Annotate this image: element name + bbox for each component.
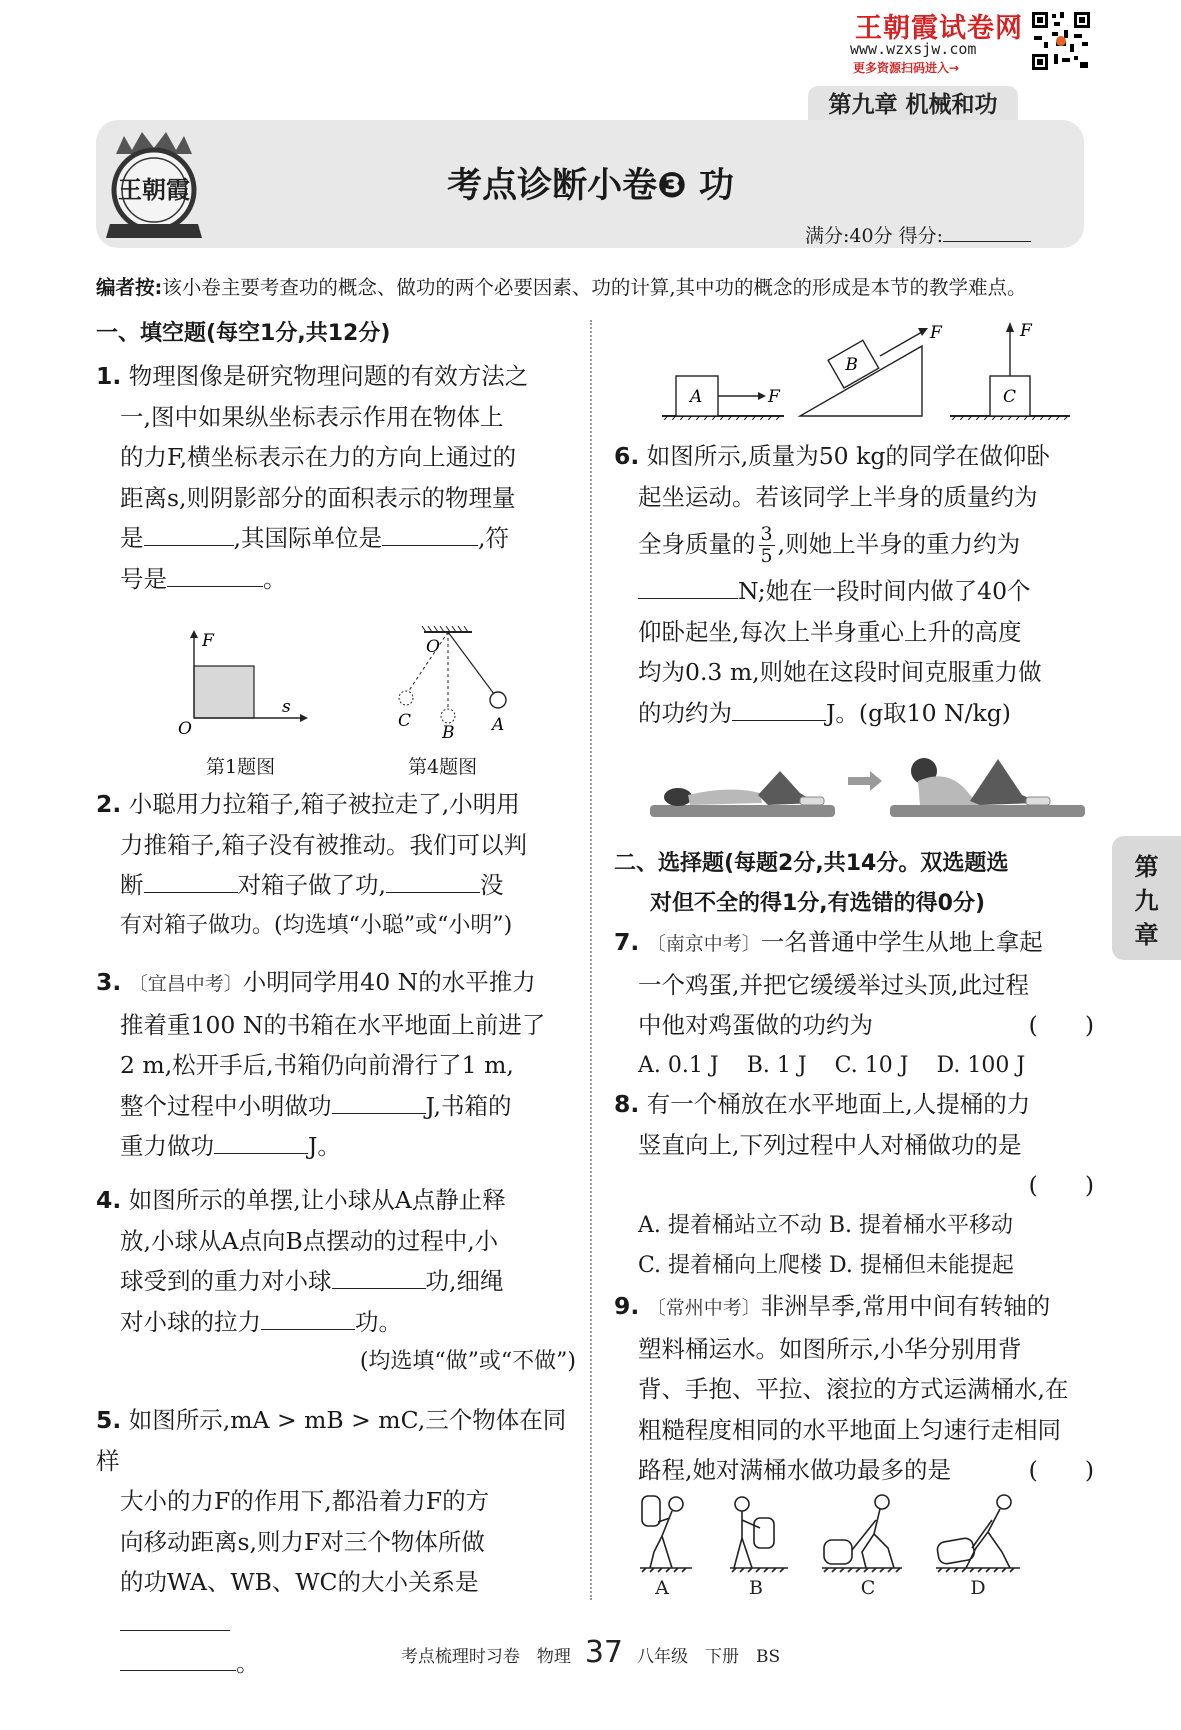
q7-line: 一个鸡蛋,并把它缓缓举过头顶,此过程 [638, 970, 1029, 999]
q6-fraction-numerator: 3 [760, 523, 773, 545]
fig9-label-d: D [970, 1577, 986, 1599]
q6-line: 起坐运动。若该同学上半身的质量约为 [638, 482, 1038, 511]
fig4-label-b: B [442, 723, 455, 740]
figure-1-graph [170, 630, 310, 740]
fig5-label-a: A [690, 387, 703, 407]
q1-line: 一,图中如果纵坐标表示作用在物体上 [120, 402, 504, 431]
chapter-side-tab[interactable] [1112, 836, 1181, 960]
question-1 [96, 356, 576, 599]
q7-line: 一名普通中学生从地上拿起 [760, 928, 1043, 956]
q5-blank-a[interactable] [120, 1606, 230, 1631]
q1-text: ,其国际单位是 [233, 524, 382, 552]
q9-answer-paren[interactable]: ( ) [1028, 1456, 1094, 1484]
q7-line: 中他对鸡蛋做的功约为 [638, 1011, 873, 1039]
q7-number: 7. [614, 928, 640, 956]
question-6 [614, 436, 1094, 733]
section-1-title: 一、填空题(每空1分,共12分) [96, 321, 391, 346]
q2-blank-2[interactable] [386, 869, 480, 894]
q3-blank-2[interactable] [214, 1130, 308, 1155]
q5-line: 大小的力F的作用下,都沿着力F的方 [120, 1487, 490, 1515]
q4-number: 4. [96, 1186, 122, 1214]
brand-url[interactable]: www.wzxsjw.com [850, 40, 977, 58]
q1-text: 。 [263, 564, 287, 593]
side-tab-char: 九 [1134, 887, 1159, 915]
score-blank[interactable] [943, 222, 1031, 242]
q6-text: 全身质量的 [638, 530, 756, 558]
q2-text: 断 [120, 871, 144, 899]
fig5-label-f2: F [930, 323, 942, 343]
q5-line: 向移动距离s,则力F对三个物体所做 [120, 1527, 485, 1556]
q5-text: 。 [236, 1649, 260, 1677]
question-9 [614, 1286, 1094, 1491]
q1-line: 的力F,横坐标表示在力的方向上通过的 [120, 443, 517, 471]
q1-blank-unit[interactable] [382, 522, 478, 547]
q8-line: 竖直向上,下列过程中人对桶做功的是 [638, 1130, 1022, 1159]
q3-source-tag: 〔宜昌中考〕 [128, 973, 243, 995]
q4-text: 球受到的重力对小球 [120, 1267, 332, 1295]
q3-blank-1[interactable] [332, 1089, 426, 1114]
q1-text: ,符 [477, 524, 509, 552]
editor-note [96, 272, 1086, 300]
q8-answer-paren[interactable]: ( ) [1028, 1171, 1094, 1199]
fig1-label-o: O [178, 719, 192, 739]
side-tab-char: 章 [1134, 921, 1159, 949]
q8-number: 8. [614, 1090, 640, 1118]
q2-line: 力推箱子,箱子没有被推动。我们可以判 [120, 830, 527, 859]
logo-text: 王朝霞 [118, 175, 190, 204]
fig9-label-a: A [655, 1577, 669, 1599]
fig9-label-c: C [860, 1577, 876, 1599]
q4-blank-1[interactable] [332, 1265, 426, 1290]
q8-option-a[interactable]: A. 提着桶站立不动 [638, 1212, 822, 1238]
figure-4-pendulum [396, 626, 526, 740]
fig5-label-f1: F [768, 387, 780, 407]
q4-line: 如图所示的单摆,让小球从A点静止释 [128, 1186, 506, 1214]
q3-text: J,书箱的 [425, 1091, 512, 1120]
fig4-label-o: O [426, 637, 440, 657]
q4-text: 对小球的拉力 [120, 1307, 261, 1336]
q8-option-c[interactable]: C. 提着桶向上爬楼 [638, 1253, 823, 1278]
fig5-label-c: C [1003, 387, 1017, 407]
q1-blank-symbol[interactable] [167, 562, 263, 587]
q6-blank-2[interactable] [732, 696, 826, 721]
fig4-label-c: C [398, 711, 412, 731]
q6-line: 均为0.3 m,则她在这段时间克服重力做 [638, 658, 1042, 686]
q7-source-tag: 〔南京中考〕 [646, 933, 761, 955]
q2-blank-1[interactable] [144, 869, 238, 894]
editor-note-label: 编者按: [96, 276, 163, 299]
q7-option-a[interactable]: A. 0.1 J [638, 1052, 719, 1078]
q3-line: 小明同学用40 N的水平推力 [242, 968, 536, 996]
q6-number: 6. [614, 442, 640, 470]
q4-blank-2[interactable] [261, 1305, 355, 1330]
q1-number: 1. [96, 362, 122, 390]
q7-option-d[interactable]: D. 100 J [936, 1052, 1026, 1078]
page-title: 考点诊断小卷❸ 功 [447, 166, 734, 206]
section-2-title [614, 844, 1094, 924]
fig5-label-f3: F [1020, 321, 1032, 341]
q4-text: 功。 [355, 1307, 402, 1336]
figure-4-caption: 第4题图 [408, 756, 478, 778]
q9-number: 9. [614, 1292, 640, 1320]
brand-title: 王朝霞试卷网 [855, 13, 1023, 44]
q6-blank-1[interactable] [638, 575, 738, 600]
figure-9-carrying [636, 1492, 1056, 1600]
question-7 [614, 922, 1094, 1086]
q6-fraction-denominator: 5 [760, 545, 773, 567]
q3-text: 重力做功 [120, 1132, 214, 1160]
q6-text: ,则她上半身的重力约为 [777, 530, 1021, 558]
q8-option-d[interactable]: D. 提桶但未能提起 [829, 1253, 1014, 1278]
q6-text: 的功约为 [638, 698, 732, 727]
q8-option-b[interactable]: B. 提着桶水平移动 [828, 1212, 1014, 1238]
score-label: 满分:40分 得分: [805, 225, 944, 247]
question-8 [614, 1084, 1094, 1287]
q6-fraction [759, 524, 775, 567]
side-tab-char: 第 [1134, 853, 1159, 881]
q9-line: 路程,她对满桶水做功最多的是 [638, 1456, 951, 1484]
fig9-label-b: B [749, 1577, 763, 1599]
q1-line: 距离s,则阴影部分的面积表示的物理量 [120, 483, 516, 512]
q4-hint: (均选填“做”或“不做”) [359, 1349, 576, 1374]
q9-line: 塑料桶运水。如图所示,小华分别用背 [638, 1334, 1022, 1363]
column-divider [590, 320, 592, 1600]
q1-text: 号是 [120, 564, 167, 593]
q2-number: 2. [96, 790, 122, 818]
q9-source-tag: 〔常州中考〕 [646, 1297, 761, 1319]
q2-text: 对箱子做了功, [237, 871, 386, 899]
q6-line: 仰卧起坐,每次上半身重心上升的高度 [638, 617, 1022, 646]
q7-option-b[interactable]: B. 1 J [746, 1052, 807, 1078]
fig4-label-a: A [492, 715, 505, 735]
q3-text: 整个过程中小明做功 [120, 1091, 332, 1120]
q9-line: 粗糙程度相同的水平地面上匀速行走相同 [638, 1415, 1061, 1444]
q9-line: 背、手抱、平拉、滚拉的方式运满桶水,在 [638, 1375, 1069, 1403]
fig1-label-s: s [282, 697, 291, 717]
q7-option-c[interactable]: C. 10 J [834, 1052, 909, 1078]
question-3 [96, 962, 576, 1167]
q4-text: 功,细绳 [425, 1267, 504, 1295]
q3-line: 推着重100 N的书箱在水平地面上前进了 [120, 1010, 546, 1039]
q3-text: J。 [308, 1132, 341, 1160]
q5-number: 5. [96, 1406, 122, 1434]
q1-line: 物理图像是研究物理问题的有效方法之 [128, 362, 529, 390]
footer-book-title: 考点梳理时习卷 物理 [400, 1647, 571, 1667]
q6-text: N;她在一段时间内做了40个 [738, 577, 1031, 605]
q9-line: 非洲旱季,常用中间有转轴的 [760, 1292, 1051, 1320]
q1-text: 是 [120, 524, 144, 552]
section-2-line: 二、选择题(每题2分,共14分。双选题选 [614, 851, 1009, 876]
q2-line: 小聪用力拉箱子,箱子被拉走了,小明用 [128, 790, 520, 818]
q6-line: 如图所示,质量为50 kg的同学在做仰卧 [646, 442, 1050, 470]
q6-text: J。(g取10 N/kg) [826, 698, 1011, 727]
score-line [805, 221, 1031, 248]
page-footer [0, 1635, 1181, 1670]
q4-line: 放,小球从A点向B点摆动的过程中,小 [120, 1226, 499, 1255]
q7-answer-paren[interactable]: ( ) [1028, 1011, 1094, 1039]
question-2 [96, 784, 576, 946]
q3-line: 2 m,松开手后,书箱仍向前滑行了1 m, [120, 1051, 514, 1079]
fig5-label-b: B [845, 355, 858, 376]
section-2-line: 对但不全的得1分,有选错的得0分) [650, 891, 986, 916]
qr-code-icon[interactable] [1030, 10, 1092, 72]
q1-blank-quantity[interactable] [144, 522, 234, 547]
situp-photo [650, 745, 1090, 823]
footer-grade: 八年级 下册 BS [637, 1647, 781, 1667]
q8-line: 有一个桶放在水平地面上,人提桶的力 [646, 1090, 1031, 1118]
question-4 [96, 1180, 576, 1383]
figure-1-caption: 第1题图 [206, 756, 276, 778]
chapter-header: 第九章 机械和功 [808, 86, 1018, 124]
brand-subtitle: 更多资源扫码进入→ [853, 61, 960, 75]
fig1-label-f: F [202, 631, 214, 651]
q2-line: 有对箱子做功。(均选填“小聪”或“小明”) [120, 912, 513, 938]
q3-number: 3. [96, 968, 122, 996]
page-number: 37 [584, 1635, 624, 1670]
q5-line: 如图所示,mA > mB > mC,三个物体在同样 [96, 1406, 567, 1475]
figure-5-blocks [660, 320, 1080, 420]
q2-text: 没 [479, 871, 504, 899]
editor-note-text: 该小卷主要考查功的概念、做功的两个必要因素、功的计算,其中功的概念的形成是本节的教学难点。 [162, 276, 1027, 299]
q5-line: 的功WA、WB、WC的大小关系是 [120, 1568, 479, 1596]
